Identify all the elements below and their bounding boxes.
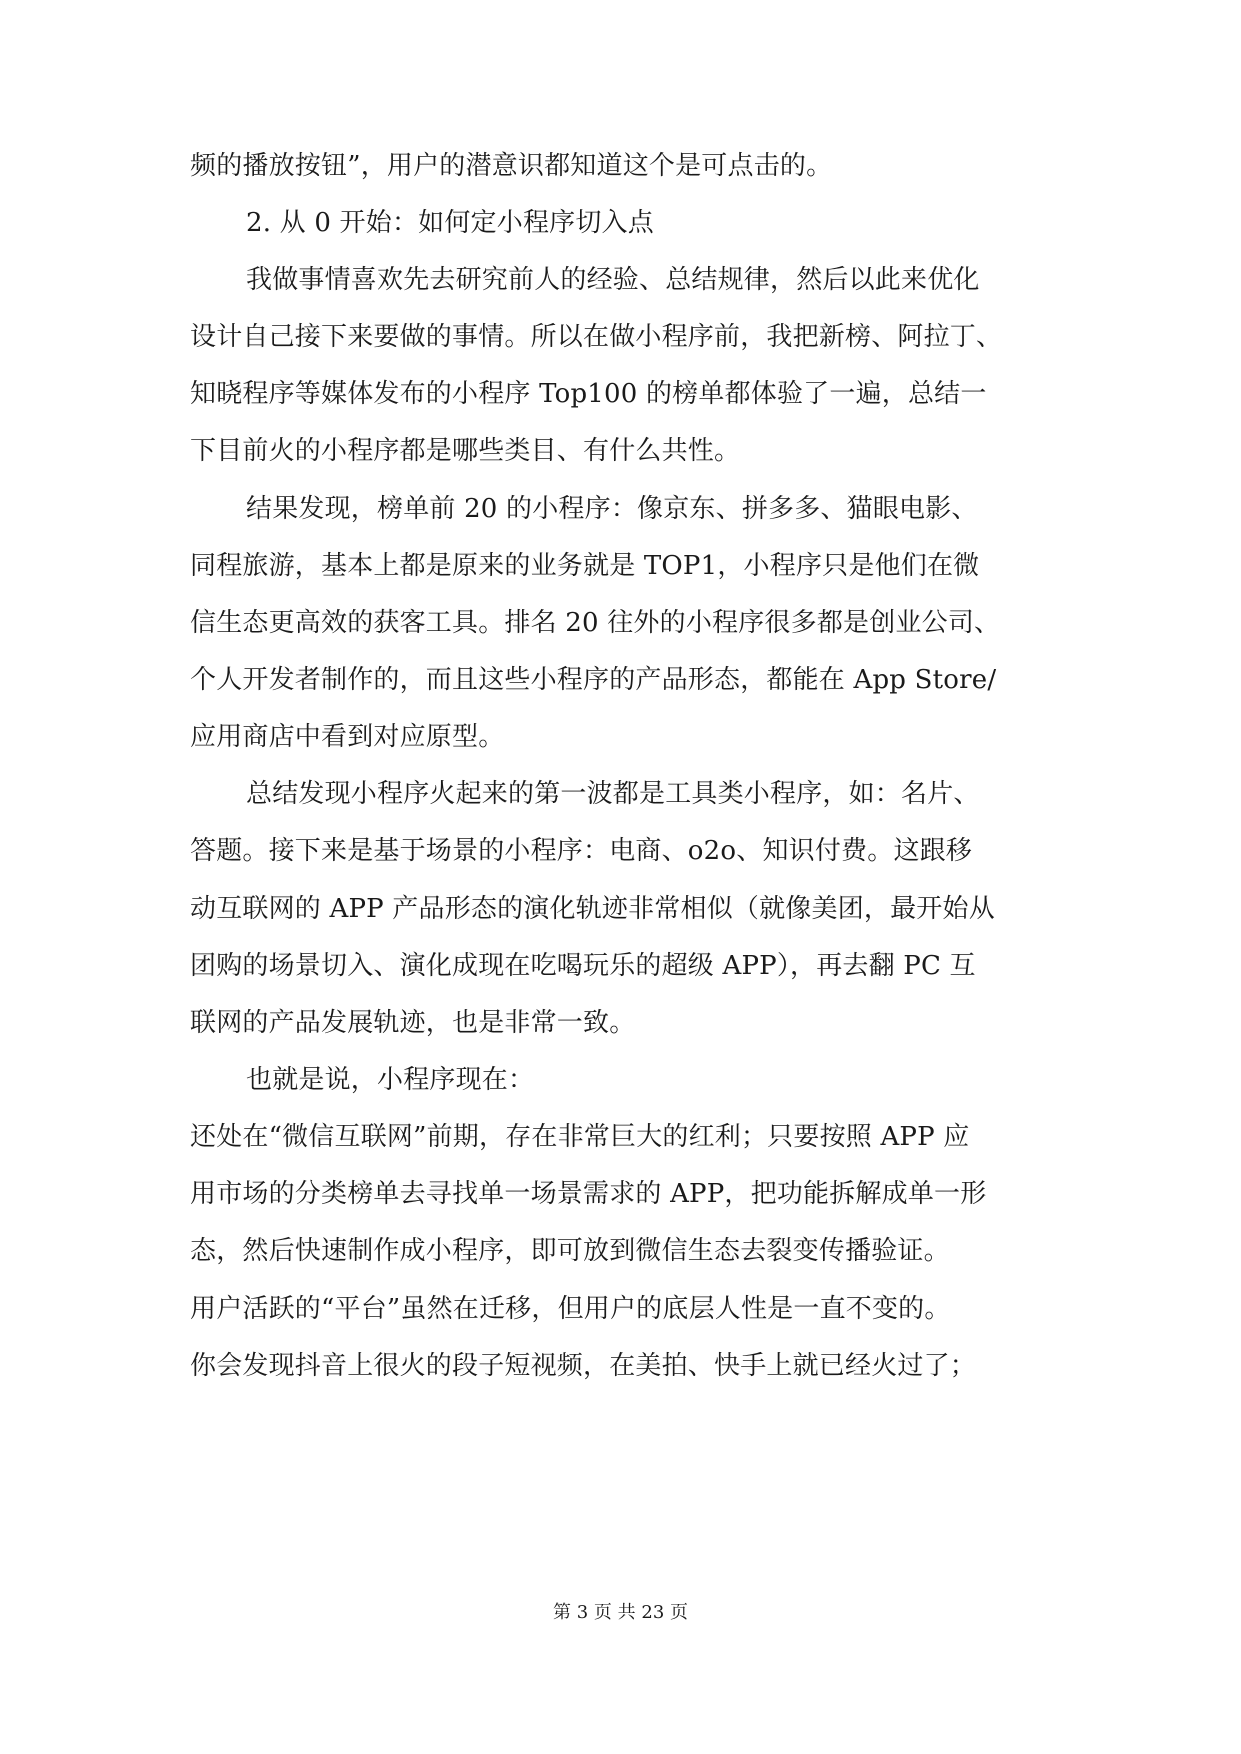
paragraph-line: 个人开发者制作的，而且这些小程序的产品形态，都能在 App Store/ xyxy=(190,665,997,695)
paragraph-line: 还处在“微信互联网”前期，存在非常巨大的红利；只要按照 APP 应 xyxy=(190,1122,970,1152)
paragraph-line: 下目前火的小程序都是哪些类目、有什么共性。 xyxy=(190,436,741,466)
paragraph-line: 总结发现小程序火起来的第一波都是工具类小程序，如：名片、 xyxy=(246,779,980,809)
paragraph-line: 你会发现抖音上很火的段子短视频，在美拍、快手上就已经火过了； xyxy=(190,1351,977,1381)
page-footer xyxy=(0,1598,1241,1628)
footer-suffix: 页 xyxy=(670,1602,689,1623)
paragraph-line: 团购的场景切入、演化成现在吃喝玩乐的超级 APP），再去翻 PC 互 xyxy=(190,951,976,981)
paragraph-line: 我做事情喜欢先去研究前人的经验、总结规律，然后以此来优化 xyxy=(246,265,980,295)
paragraph-line: 频的播放按钮”，用户的潜意识都知道这个是可点击的。 xyxy=(190,151,833,181)
paragraph-line: 也就是说，小程序现在： xyxy=(246,1065,535,1095)
paragraph-line: 设计自己接下来要做的事情。所以在做小程序前，我把新榜、阿拉丁、 xyxy=(190,322,1003,352)
paragraph-line: 同程旅游，基本上都是原来的业务就是 TOP1，小程序只是他们在微 xyxy=(190,551,980,581)
paragraph-line: 结果发现，榜单前 20 的小程序：像京东、拼多多、猫眼电影、 xyxy=(246,494,978,524)
paragraph-line: 信生态更高效的获客工具。排名 20 往外的小程序很多都是创业公司、 xyxy=(190,608,1001,638)
paragraph-line: 用市场的分类榜单去寻找单一场景需求的 APP，把功能拆解成单一形 xyxy=(190,1179,987,1209)
current-page-number: 3 xyxy=(576,1602,589,1623)
paragraph-line: 联网的产品发展轨迹，也是非常一致。 xyxy=(190,1008,636,1038)
paragraph-line: 知晓程序等媒体发布的小程序 Top100 的榜单都体验了一遍，总结一 xyxy=(190,379,987,409)
footer-middle: 页 共 xyxy=(593,1602,636,1623)
paragraph-line: 应用商店中看到对应原型。 xyxy=(190,722,505,752)
paragraph-line: 用户活跃的“平台”虽然在迁移，但用户的底层人性是一直不变的。 xyxy=(190,1294,951,1324)
footer-prefix: 第 xyxy=(552,1602,571,1623)
paragraph-line: 态，然后快速制作成小程序，即可放到微信生态去裂变传播验证。 xyxy=(190,1236,950,1266)
paragraph-line: 答题。接下来是基于场景的小程序：电商、o2o、知识付费。这跟移 xyxy=(190,836,973,866)
total-pages-number: 23 xyxy=(641,1602,665,1623)
section-heading: 2. 从 0 开始：如何定小程序切入点 xyxy=(246,208,654,238)
paragraph-line: 动互联网的 APP 产品形态的演化轨迹非常相似（就像美团，最开始从 xyxy=(190,894,995,924)
